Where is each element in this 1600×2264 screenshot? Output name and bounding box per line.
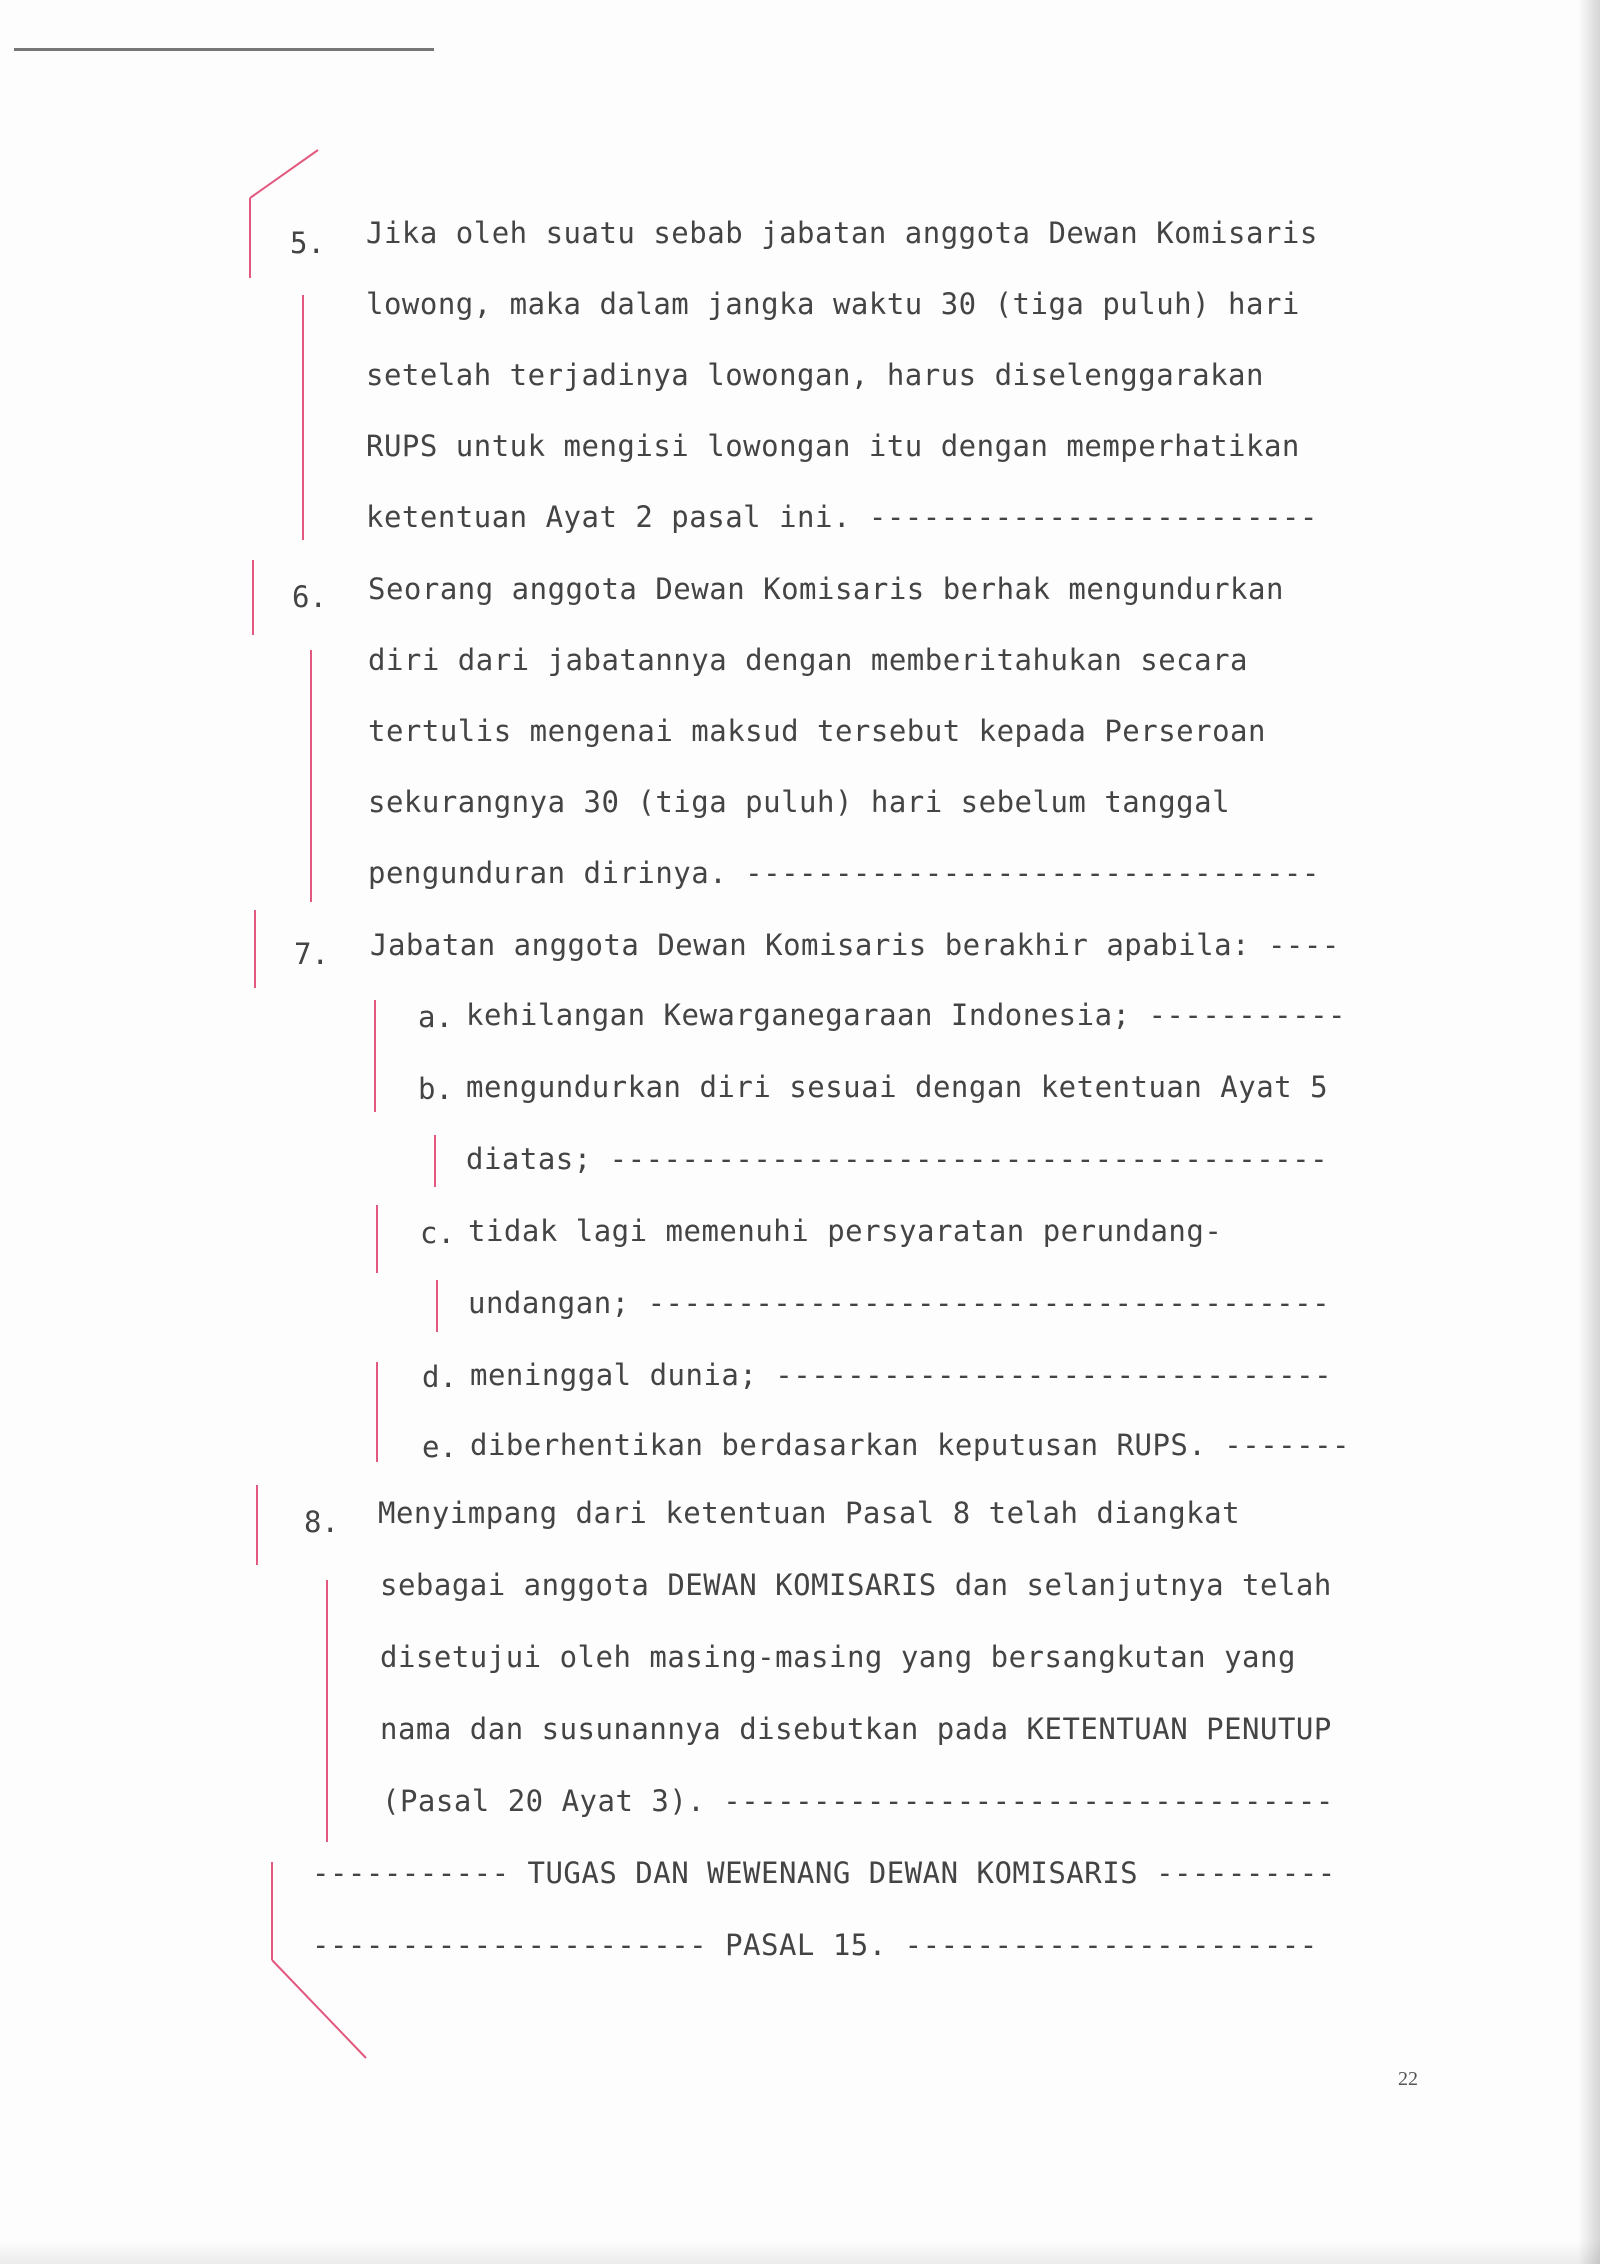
item-6-line-2: diri dari jabatannya dengan memberitahukan secara <box>368 643 1249 677</box>
sub-item-letter: d. <box>422 1360 457 1394</box>
item-6-line-4: sekurangnya 30 (tiga puluh) hari sebelum tanggal <box>368 785 1231 819</box>
item-8-line-2: sebagai anggota DEWAN KOMISARIS dan selanjutnya telah <box>380 1568 1332 1602</box>
item-5-line-2: lowong, maka dalam jangka waktu 30 (tiga puluh) hari <box>366 287 1300 321</box>
margin-rule <box>302 295 304 540</box>
margin-rule <box>326 1580 328 1842</box>
margin-rule <box>374 1000 376 1112</box>
margin-rule <box>376 1362 378 1462</box>
sub-item-b-line-1: mengundurkan diri sesuai dengan ketentuan Ayat 5 <box>466 1070 1329 1104</box>
sub-item-letter: c. <box>420 1216 455 1250</box>
margin-rule <box>254 910 256 988</box>
margin-rule <box>310 650 312 902</box>
item-5-line-3: setelah terjadinya lowongan, harus diselenggarakan <box>366 358 1264 392</box>
item-5-line-5: ketentuan Ayat 2 pasal ini. ------------------------- <box>366 500 1318 534</box>
pen-stroke <box>272 1960 366 2058</box>
scan-shadow-bottom <box>0 2240 1600 2264</box>
margin-rule <box>436 1280 438 1332</box>
item-number: 7. <box>294 937 329 971</box>
margin-rule <box>434 1135 436 1187</box>
sub-item-a-line-1: kehilangan Kewarganegaraan Indonesia; ----------- <box>466 998 1347 1032</box>
section-heading: ----------- TUGAS DAN WEWENANG DEWAN KOMISARIS ---------- <box>312 1856 1336 1890</box>
item-6-line-5: pengunduran dirinya. -------------------------------- <box>368 856 1320 890</box>
item-8-line-4: nama dan susunannya disebutkan pada KETENTUAN PENUTUP <box>380 1712 1332 1746</box>
sub-item-e-line-1: diberhentikan berdasarkan keputusan RUPS. ------- <box>470 1428 1351 1462</box>
margin-rule <box>252 560 254 635</box>
sub-item-c-line-1: tidak lagi memenuhi persyaratan perundang- <box>468 1214 1223 1248</box>
item-7-line-1: Jabatan anggota Dewan Komisaris berakhir apabila: ---- <box>370 928 1340 962</box>
pen-stroke <box>250 150 318 198</box>
item-8-line-5: (Pasal 20 Ayat 3). ---------------------------------- <box>382 1784 1334 1818</box>
item-number: 5. <box>290 226 325 260</box>
article-heading: ---------------------- PASAL 15. ----------------------- <box>312 1928 1318 1962</box>
item-8-line-3: disetujui oleh masing-masing yang bersangkutan yang <box>380 1640 1296 1674</box>
page-number: 22 <box>1398 2068 1418 2090</box>
margin-rule <box>376 1205 378 1273</box>
item-8-line-1: Menyimpang dari ketentuan Pasal 8 telah diangkat <box>378 1496 1241 1530</box>
sub-item-c-line-2: undangan; -------------------------------------- <box>468 1286 1331 1320</box>
margin-rule <box>256 1485 258 1565</box>
sub-item-letter: a. <box>418 1000 453 1034</box>
item-5-line-4: RUPS untuk mengisi lowongan itu dengan memperhatikan <box>366 429 1300 463</box>
item-number: 6. <box>292 580 327 614</box>
item-number: 8. <box>304 1505 339 1539</box>
sub-item-d-line-1: meninggal dunia; ------------------------------- <box>470 1358 1333 1392</box>
item-6-line-1: Seorang anggota Dewan Komisaris berhak mengundurkan <box>368 572 1284 606</box>
sub-item-letter: e. <box>422 1430 457 1464</box>
item-6-line-3: tertulis mengenai maksud tersebut kepada Perseroan <box>368 714 1266 748</box>
sub-item-letter: b. <box>418 1072 453 1106</box>
sub-item-b-line-2: diatas; ---------------------------------------- <box>466 1142 1329 1176</box>
scan-shadow-right <box>1578 0 1600 2264</box>
item-5-line-1: Jika oleh suatu sebab jabatan anggota Dewan Komisaris <box>366 216 1318 250</box>
